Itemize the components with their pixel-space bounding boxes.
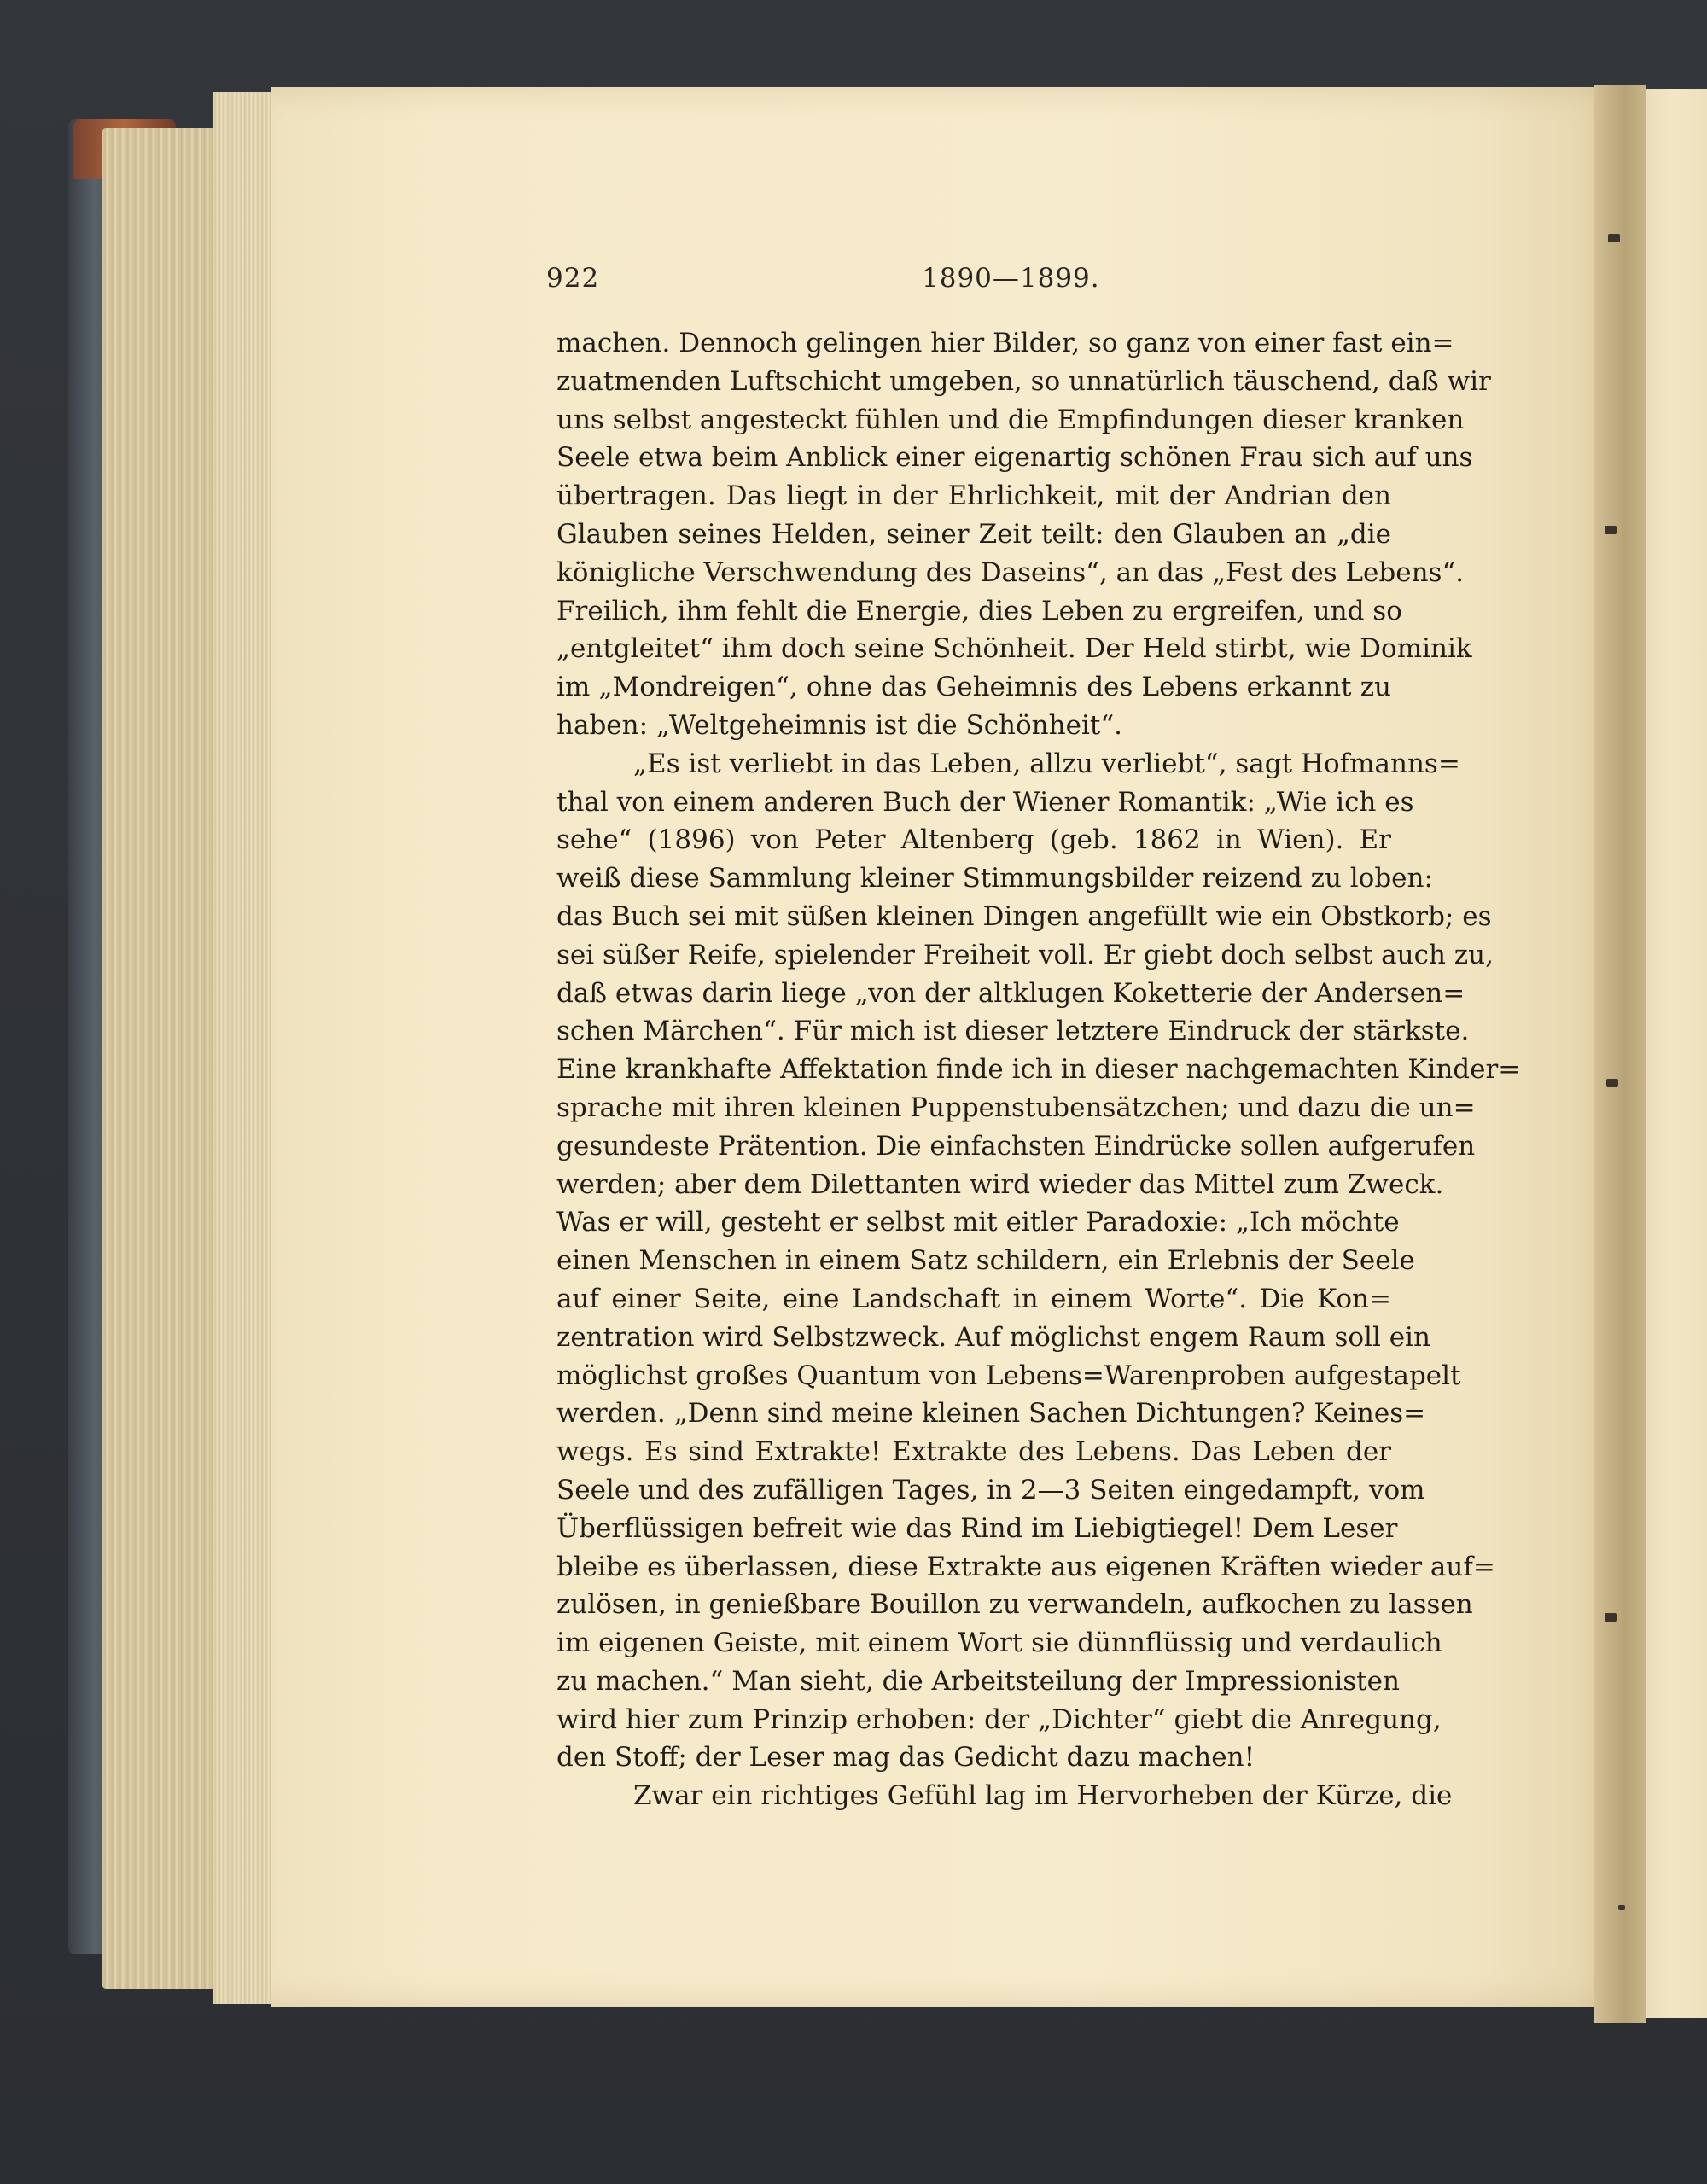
text-line: Freilich, ihm fehlt die Energie, dies Leben zu ergreifen, und so [556, 595, 1402, 626]
text-line: thal von einem anderen Buch der Wiener Romantik: „Wie ich es [556, 786, 1414, 818]
text-line: zulösen, in genießbare Bouillon zu verwandeln, aufkochen zu lassen [556, 1589, 1473, 1621]
text-line: Seele und des zufälligen Tages, in 2—3 Seiten eingedampft, vom [556, 1474, 1425, 1506]
text-line: sei süßer Reife, spielender Freiheit voll. Er giebt doch selbst auch zu, [556, 939, 1494, 970]
binding-mark [1605, 526, 1617, 534]
text-line: auf einer Seite, eine Landschaft in einem Worte“. Die Kon= [556, 1283, 1391, 1314]
text-line: daß etwas darin liege „von der altklugen Koketterie der Andersen= [556, 977, 1465, 1009]
text-line: Glauben seines Helden, seiner Zeit teilt: den Glauben an „die [556, 518, 1391, 550]
text-line: königliche Verschwendung des Daseins“, an das „Fest des Lebens“. [556, 556, 1465, 588]
text-line: übertragen. Das liegt in der Ehrlichkeit, mit der Andrian den [556, 480, 1391, 512]
text-line: weiß diese Sammlung kleiner Stimmungsbilder reizend zu loben: [556, 863, 1433, 894]
text-line: sprache mit ihren kleinen Puppenstubensätzchen; und dazu die un= [556, 1092, 1476, 1123]
binding-mark [1606, 1079, 1618, 1087]
binding-mark [1618, 1905, 1625, 1910]
text-line: zu machen.“ Man sieht, die Arbeitsteilung der Impressionisten [556, 1665, 1400, 1697]
text-line: Zwar ein richtiges Gefühl lag im Hervorheben der Kürze, die [633, 1780, 1453, 1812]
binding-mark [1605, 1613, 1617, 1622]
text-line: Eine krankhafte Affektation finde ich in dieser nachgemachten Kinder= [556, 1054, 1521, 1086]
text-line: im eigenen Geiste, mit einem Wort sie dünnflüssig und verdaulich [556, 1628, 1442, 1659]
text-line: Überflüssigen befreit wie das Rind im Liebigtiegel! Dem Leser [556, 1512, 1398, 1544]
text-line: wird hier zum Prinzip erhoben: der „Dichter“ giebt die Anregung, [556, 1704, 1442, 1735]
text-line: zentration wird Selbstzweck. Auf möglichst engem Raum soll ein [556, 1321, 1430, 1353]
text-line: den Stoff; der Leser mag das Gedicht dazu machen! [556, 1742, 1255, 1773]
text-line: uns selbst angesteckt fühlen und die Empfindungen dieser kranken [556, 404, 1465, 435]
text-line: bleibe es überlassen, diese Extrakte aus eigenen Kräften wieder auf= [556, 1551, 1495, 1582]
running-head [546, 256, 1366, 304]
text-line: das Buch sei mit süßen kleinen Dingen angefüllt wie ein Obstkorb; es [556, 900, 1492, 932]
text-line: werden; aber dem Dilettanten wird wieder das Mittel zum Zweck. [556, 1168, 1444, 1200]
text-line: möglichst großes Quantum von Lebens=Warenproben aufgestapelt [556, 1360, 1461, 1391]
text-line: Seele etwa beim Anblick einer eigenartig schönen Frau sich auf uns [556, 442, 1473, 474]
text-line: schen Märchen“. Für mich ist dieser letztere Eindruck der stärkste. [556, 1016, 1470, 1047]
text-line: Was er will, gesteht er selbst mit eitler Paradoxie: „Ich möchte [556, 1207, 1400, 1238]
text-line: „Es ist verliebt in das Leben, allzu verliebt“, sagt Hofmanns= [633, 748, 1460, 779]
text-line: sehe“ (1896) von Peter Altenberg (geb. 1862 in Wien). Er [556, 824, 1391, 856]
text-line: im „Mondreigen“, ohne das Geheimnis des Lebens erkannt zu [556, 672, 1391, 703]
page-number: 922 [546, 263, 600, 294]
body-text [556, 324, 1521, 1815]
text-line: wegs. Es sind Extrakte! Extrakte des Lebens. Das Leben der [556, 1436, 1391, 1468]
text-line: einen Menschen in einem Satz schildern, ein Erlebnis der Seele [556, 1245, 1415, 1277]
text-line: zuatmenden Luftschicht umgeben, so unnatürlich täuschend, daß wir [556, 365, 1491, 397]
binding-mark [1608, 234, 1620, 242]
text-line: machen. Dennoch gelingen hier Bilder, so ganz von einer fast ein= [556, 328, 1454, 358]
text-line: gesundeste Prätention. Die einfachsten Eindrücke sollen aufgerufen [556, 1130, 1476, 1162]
text-line: haben: „Weltgeheimnis ist die Schönheit“. [556, 709, 1123, 741]
text-line: „entgleitet“ ihm doch seine Schönheit. Der Held stirbt, wie Dominik [556, 633, 1472, 665]
running-title: 1890—1899. [922, 263, 1100, 294]
page-gutter [1594, 85, 1646, 2023]
text-line: werden. „Denn sind meine kleinen Sachen Dichtungen? Keines= [556, 1398, 1426, 1430]
